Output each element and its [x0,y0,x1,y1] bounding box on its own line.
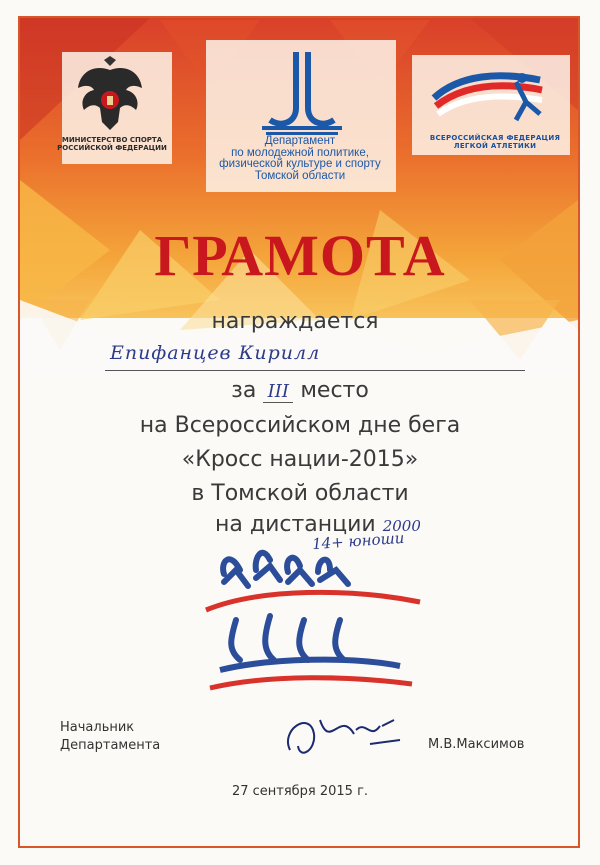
place-line [0,378,600,403]
place-handwritten: III [263,381,293,403]
signer-title-line: Департамента [60,738,161,753]
department-name-line: Томской области [254,169,346,182]
place-prefix: за [231,378,257,403]
distance-label: на дистанции [215,512,376,537]
signer-name: М.В.Максимов [428,737,525,752]
department-logo-icon [252,48,352,138]
ministry-name: МИНИСТЕРСТВО СПОРТА РОССИЙСКОЙ ФЕДЕРАЦИИ [57,136,167,152]
federation-name-line: ВСЕРОССИЙСКАЯ ФЕДЕРАЦИЯ [429,134,561,142]
federation-name-line: ЛЕГКОЙ АТЛЕТИКИ [453,142,537,150]
distance-handwritten: 2000 [382,517,421,535]
recipient-underline [105,370,525,371]
department-name [190,136,410,182]
signer-title-line: Начальник [60,720,135,735]
athletics-federation-logo-icon [430,68,550,130]
event-name: «Кросс нации-2015» [181,447,419,472]
department-name-line: Департамент [264,135,336,147]
recipient-name-handwritten: Епифанцев Кирилл [110,342,321,364]
issue-date: 27 сентября 2015 г. [231,784,369,799]
region-line: в Томской области [191,481,409,506]
signature-icon [270,690,420,770]
certificate-title: ГРАМОТА [154,223,446,288]
event-line: на Всероссийском дне бега [139,413,461,438]
department-name-line: физической культуре и спорту [219,158,381,170]
double-eagle-emblem-icon [74,56,146,136]
department-name-line: по молодежной политике, [231,146,369,159]
federation-name [420,134,570,150]
place-suffix: место [300,378,369,403]
signer-title [60,719,160,755]
awarded-label: награждается [211,309,379,334]
runners-illustration-icon [200,540,430,710]
distance-note-handwritten: 14+ юноши [311,528,405,554]
